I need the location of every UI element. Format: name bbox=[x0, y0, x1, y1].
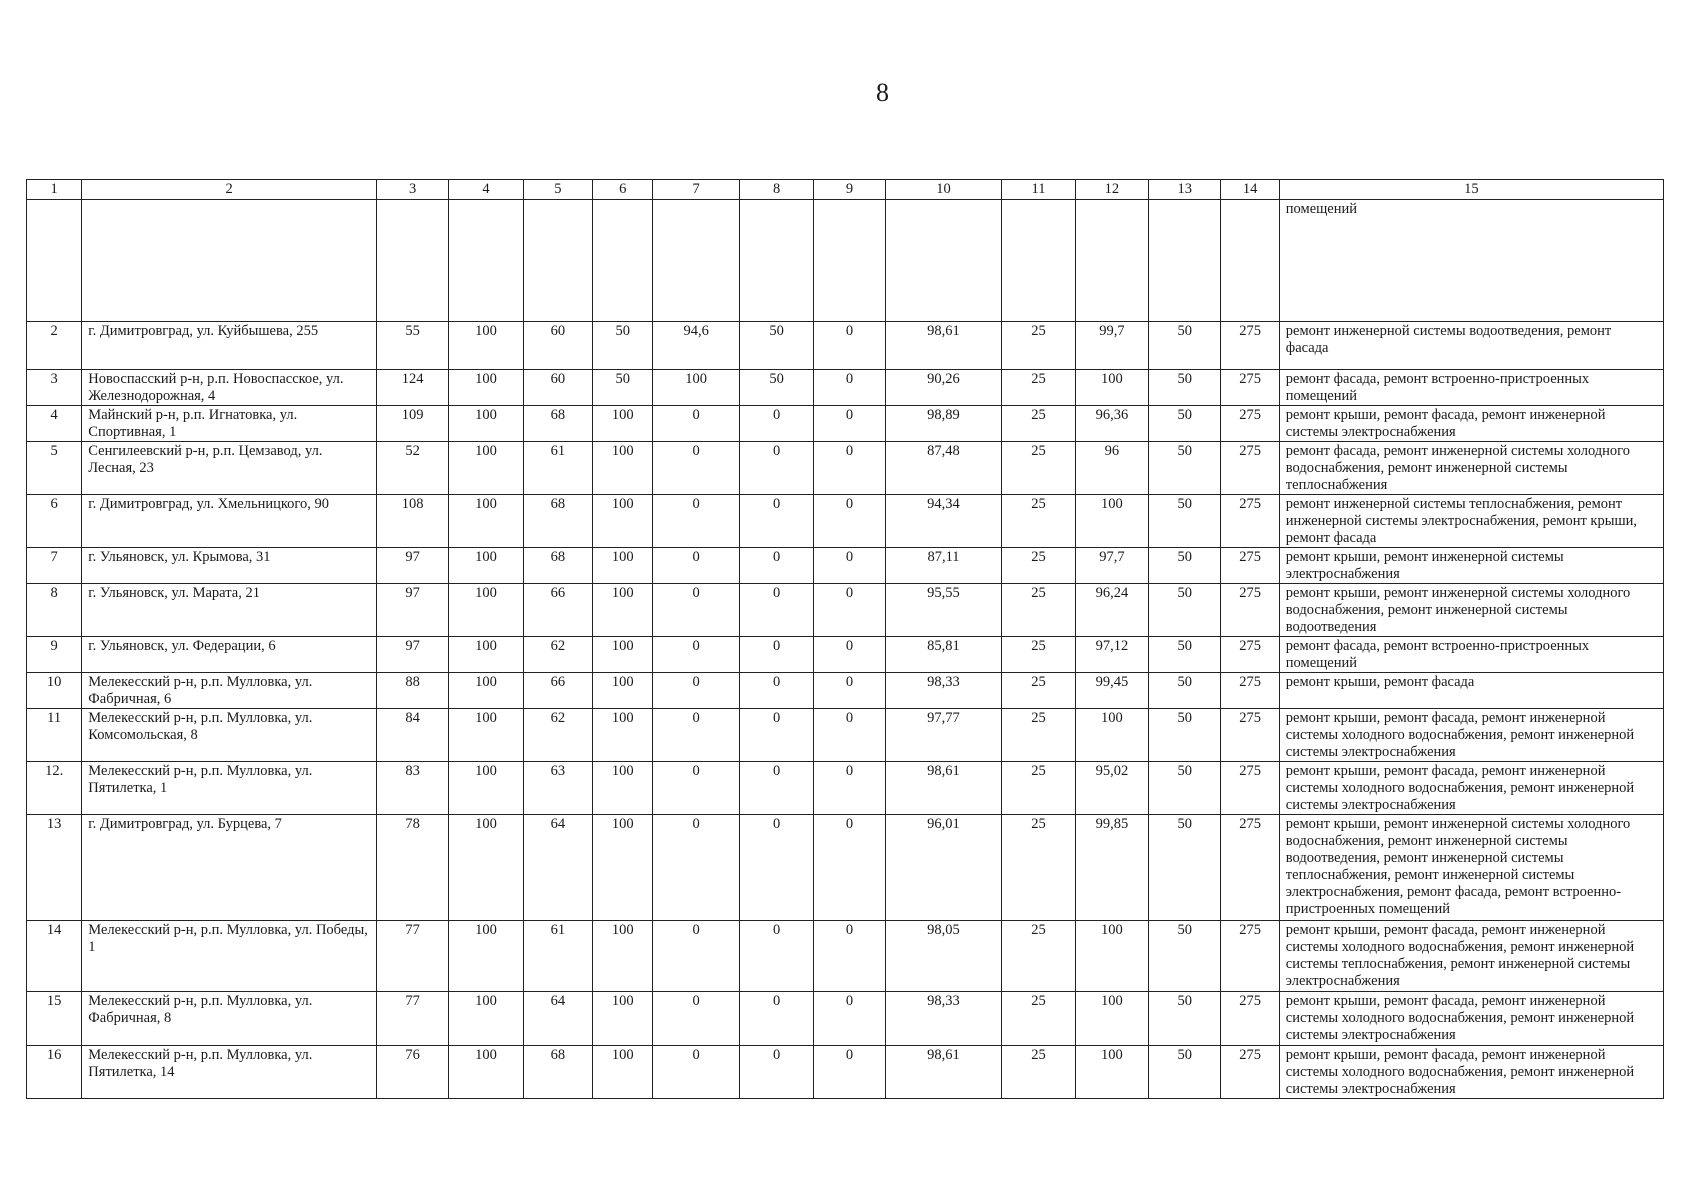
value-cell: 61 bbox=[523, 921, 592, 992]
header-cell: 1 bbox=[27, 180, 82, 200]
value-cell: 68 bbox=[523, 548, 592, 584]
value-cell: 100 bbox=[1075, 495, 1148, 548]
table-row bbox=[27, 673, 1664, 709]
value-cell: 0 bbox=[653, 584, 739, 637]
value-cell: 0 bbox=[814, 709, 885, 762]
value-cell: 100 bbox=[1075, 1046, 1148, 1099]
value-cell: 100 bbox=[593, 992, 653, 1046]
value-cell: 0 bbox=[653, 637, 739, 673]
value-cell: 275 bbox=[1221, 1046, 1279, 1099]
value-cell: 100 bbox=[449, 406, 523, 442]
value-cell: 50 bbox=[1149, 673, 1221, 709]
table-cell bbox=[376, 200, 448, 322]
works-cell: ремонт крыши, ремонт инженерной системы электроснабжения bbox=[1279, 548, 1663, 584]
table-cell bbox=[1075, 200, 1148, 322]
address-cell: Мелекесский р-н, р.п. Мулловка, ул. Пятилетка, 14 bbox=[82, 1046, 377, 1099]
value-cell: 100 bbox=[593, 709, 653, 762]
value-cell: 0 bbox=[814, 495, 885, 548]
value-cell: 100 bbox=[449, 762, 523, 815]
value-cell: 50 bbox=[1149, 548, 1221, 584]
header-cell: 14 bbox=[1221, 180, 1279, 200]
data-table bbox=[26, 179, 1664, 1099]
value-cell: 0 bbox=[814, 762, 885, 815]
value-cell: 0 bbox=[739, 673, 813, 709]
table-cell bbox=[1221, 200, 1279, 322]
value-cell: 90,26 bbox=[885, 370, 1002, 406]
value-cell: 100 bbox=[449, 322, 523, 370]
value-cell: 87,11 bbox=[885, 548, 1002, 584]
value-cell: 96,01 bbox=[885, 815, 1002, 921]
value-cell: 100 bbox=[449, 709, 523, 762]
value-cell: 94,34 bbox=[885, 495, 1002, 548]
value-cell: 99,7 bbox=[1075, 322, 1148, 370]
value-cell: 124 bbox=[376, 370, 448, 406]
value-cell: 0 bbox=[814, 584, 885, 637]
address-cell: Новоспасский р-н, р.п. Новоспасское, ул. Железнодорожная, 4 bbox=[82, 370, 377, 406]
value-cell: 99,85 bbox=[1075, 815, 1148, 921]
value-cell: 50 bbox=[1149, 406, 1221, 442]
value-cell: 76 bbox=[376, 1046, 448, 1099]
address-cell: г. Димитровград, ул. Хмельницкого, 90 bbox=[82, 495, 377, 548]
value-cell: 275 bbox=[1221, 495, 1279, 548]
header-cell: 4 bbox=[449, 180, 523, 200]
value-cell: 50 bbox=[1149, 584, 1221, 637]
value-cell: 0 bbox=[814, 637, 885, 673]
value-cell: 100 bbox=[653, 370, 739, 406]
value-cell: 50 bbox=[1149, 992, 1221, 1046]
value-cell: 66 bbox=[523, 584, 592, 637]
value-cell: 100 bbox=[449, 673, 523, 709]
value-cell: 0 bbox=[814, 1046, 885, 1099]
value-cell: 95,02 bbox=[1075, 762, 1148, 815]
value-cell: 84 bbox=[376, 709, 448, 762]
value-cell: 0 bbox=[653, 548, 739, 584]
value-cell: 275 bbox=[1221, 673, 1279, 709]
value-cell: 275 bbox=[1221, 548, 1279, 584]
value-cell: 50 bbox=[739, 370, 813, 406]
value-cell: 0 bbox=[653, 673, 739, 709]
value-cell: 25 bbox=[1002, 762, 1075, 815]
value-cell: 50 bbox=[1149, 762, 1221, 815]
works-cell: ремонт инженерной системы теплоснабжения, ремонт инженерной системы электроснабжения, ремонт крыши, ремонт фасада bbox=[1279, 495, 1663, 548]
header-cell: 6 bbox=[593, 180, 653, 200]
value-cell: 25 bbox=[1002, 495, 1075, 548]
header-cell: 5 bbox=[523, 180, 592, 200]
value-cell: 0 bbox=[814, 815, 885, 921]
value-cell: 100 bbox=[449, 548, 523, 584]
value-cell: 100 bbox=[593, 673, 653, 709]
value-cell: 100 bbox=[1075, 992, 1148, 1046]
value-cell: 60 bbox=[523, 370, 592, 406]
value-cell: 55 bbox=[376, 322, 448, 370]
page-number: 8 bbox=[876, 78, 889, 107]
table-row bbox=[27, 442, 1664, 495]
value-cell: 0 bbox=[814, 673, 885, 709]
value-cell: 77 bbox=[376, 992, 448, 1046]
value-cell: 68 bbox=[523, 495, 592, 548]
header-cell: 9 bbox=[814, 180, 885, 200]
value-cell: 85,81 bbox=[885, 637, 1002, 673]
address-cell: Мелекесский р-н, р.п. Мулловка, ул. Пятилетка, 1 bbox=[82, 762, 377, 815]
value-cell: 99,45 bbox=[1075, 673, 1148, 709]
value-cell: 98,33 bbox=[885, 992, 1002, 1046]
value-cell: 96,36 bbox=[1075, 406, 1148, 442]
works-cell: ремонт крыши, ремонт фасада, ремонт инженерной системы холодного водоснабжения, ремонт инженерной системы теплоснабжения, ремонт инженерной системы электроснабжения bbox=[1279, 921, 1663, 992]
value-cell: 50 bbox=[593, 322, 653, 370]
value-cell: 100 bbox=[449, 370, 523, 406]
value-cell: 100 bbox=[449, 584, 523, 637]
address-cell: г. Ульяновск, ул. Марата, 21 bbox=[82, 584, 377, 637]
table-row bbox=[27, 709, 1664, 762]
table-cell bbox=[1002, 200, 1075, 322]
address-cell: г. Димитровград, ул. Бурцева, 7 bbox=[82, 815, 377, 921]
value-cell: 100 bbox=[1075, 370, 1148, 406]
value-cell: 100 bbox=[593, 442, 653, 495]
table-body bbox=[27, 180, 1664, 1099]
value-cell: 109 bbox=[376, 406, 448, 442]
value-cell: 100 bbox=[449, 815, 523, 921]
value-cell: 97,7 bbox=[1075, 548, 1148, 584]
value-cell: 275 bbox=[1221, 992, 1279, 1046]
value-cell: 50 bbox=[1149, 322, 1221, 370]
header-cell: 8 bbox=[739, 180, 813, 200]
value-cell: 64 bbox=[523, 815, 592, 921]
value-cell: 50 bbox=[1149, 370, 1221, 406]
value-cell: 0 bbox=[653, 495, 739, 548]
value-cell: 275 bbox=[1221, 709, 1279, 762]
value-cell: 0 bbox=[653, 815, 739, 921]
value-cell: 50 bbox=[1149, 815, 1221, 921]
table-row bbox=[27, 992, 1664, 1046]
row-number-cell: 7 bbox=[27, 548, 82, 584]
header-cell: 2 bbox=[82, 180, 377, 200]
address-cell: Мелекесский р-н, р.п. Мулловка, ул. Комсомольская, 8 bbox=[82, 709, 377, 762]
header-cell: 3 bbox=[376, 180, 448, 200]
table-cell bbox=[449, 200, 523, 322]
address-cell: г. Ульяновск, ул. Федерации, 6 bbox=[82, 637, 377, 673]
works-cell: ремонт крыши, ремонт фасада, ремонт инженерной системы холодного водоснабжения, ремонт инженерной системы электроснабжения bbox=[1279, 709, 1663, 762]
value-cell: 98,61 bbox=[885, 1046, 1002, 1099]
table-row bbox=[27, 584, 1664, 637]
value-cell: 63 bbox=[523, 762, 592, 815]
works-cell: ремонт крыши, ремонт инженерной системы холодного водоснабжения, ремонт инженерной системы водоотведения bbox=[1279, 584, 1663, 637]
value-cell: 100 bbox=[593, 584, 653, 637]
works-cell: ремонт крыши, ремонт фасада bbox=[1279, 673, 1663, 709]
value-cell: 0 bbox=[739, 406, 813, 442]
value-cell: 100 bbox=[449, 921, 523, 992]
value-cell: 0 bbox=[814, 921, 885, 992]
value-cell: 100 bbox=[449, 1046, 523, 1099]
value-cell: 100 bbox=[593, 1046, 653, 1099]
row-number-cell: 2 bbox=[27, 322, 82, 370]
value-cell: 25 bbox=[1002, 637, 1075, 673]
header-cell: 10 bbox=[885, 180, 1002, 200]
header-cell: 13 bbox=[1149, 180, 1221, 200]
row-number-cell: 5 bbox=[27, 442, 82, 495]
value-cell: 88 bbox=[376, 673, 448, 709]
works-cell: ремонт фасада, ремонт инженерной системы холодного водоснабжения, ремонт инженерной системы теплоснабжения bbox=[1279, 442, 1663, 495]
value-cell: 66 bbox=[523, 673, 592, 709]
address-cell: Мелекесский р-н, р.п. Мулловка, ул. Фабричная, 8 bbox=[82, 992, 377, 1046]
value-cell: 68 bbox=[523, 1046, 592, 1099]
table-cell bbox=[523, 200, 592, 322]
value-cell: 25 bbox=[1002, 442, 1075, 495]
value-cell: 50 bbox=[1149, 709, 1221, 762]
value-cell: 87,48 bbox=[885, 442, 1002, 495]
value-cell: 25 bbox=[1002, 921, 1075, 992]
value-cell: 0 bbox=[814, 442, 885, 495]
row-number-cell: 6 bbox=[27, 495, 82, 548]
value-cell: 62 bbox=[523, 637, 592, 673]
value-cell: 0 bbox=[739, 548, 813, 584]
address-cell: г. Димитровград, ул. Куйбышева, 255 bbox=[82, 322, 377, 370]
value-cell: 0 bbox=[739, 992, 813, 1046]
value-cell: 25 bbox=[1002, 584, 1075, 637]
table-cell bbox=[82, 200, 377, 322]
value-cell: 100 bbox=[449, 442, 523, 495]
table-cell bbox=[814, 200, 885, 322]
value-cell: 60 bbox=[523, 322, 592, 370]
works-cell: помещений bbox=[1279, 200, 1663, 322]
value-cell: 275 bbox=[1221, 815, 1279, 921]
value-cell: 97,12 bbox=[1075, 637, 1148, 673]
value-cell: 83 bbox=[376, 762, 448, 815]
value-cell: 98,05 bbox=[885, 921, 1002, 992]
value-cell: 0 bbox=[739, 921, 813, 992]
value-cell: 275 bbox=[1221, 322, 1279, 370]
table-row bbox=[27, 322, 1664, 370]
value-cell: 0 bbox=[814, 406, 885, 442]
row-number-cell: 12. bbox=[27, 762, 82, 815]
address-cell: Мелекесский р-н, р.п. Мулловка, ул. Фабричная, 6 bbox=[82, 673, 377, 709]
value-cell: 98,61 bbox=[885, 322, 1002, 370]
value-cell: 0 bbox=[653, 1046, 739, 1099]
value-cell: 0 bbox=[653, 442, 739, 495]
header-cell: 12 bbox=[1075, 180, 1148, 200]
table-row bbox=[27, 406, 1664, 442]
address-cell: Мелекесский р-н, р.п. Мулловка, ул. Победы, 1 bbox=[82, 921, 377, 992]
value-cell: 100 bbox=[593, 548, 653, 584]
value-cell: 0 bbox=[653, 992, 739, 1046]
value-cell: 100 bbox=[593, 637, 653, 673]
value-cell: 97 bbox=[376, 584, 448, 637]
table-row bbox=[27, 370, 1664, 406]
value-cell: 25 bbox=[1002, 406, 1075, 442]
value-cell: 0 bbox=[739, 815, 813, 921]
value-cell: 100 bbox=[593, 762, 653, 815]
value-cell: 50 bbox=[1149, 921, 1221, 992]
row-number-cell: 11 bbox=[27, 709, 82, 762]
header-cell: 11 bbox=[1002, 180, 1075, 200]
value-cell: 275 bbox=[1221, 406, 1279, 442]
value-cell: 50 bbox=[1149, 442, 1221, 495]
row-number-cell: 13 bbox=[27, 815, 82, 921]
table-row bbox=[27, 637, 1664, 673]
table-row bbox=[27, 1046, 1664, 1099]
row-number-cell: 10 bbox=[27, 673, 82, 709]
row-number-cell: 4 bbox=[27, 406, 82, 442]
value-cell: 50 bbox=[739, 322, 813, 370]
value-cell: 0 bbox=[739, 495, 813, 548]
value-cell: 100 bbox=[593, 815, 653, 921]
value-cell: 77 bbox=[376, 921, 448, 992]
value-cell: 0 bbox=[739, 1046, 813, 1099]
header-cell: 7 bbox=[653, 180, 739, 200]
value-cell: 78 bbox=[376, 815, 448, 921]
value-cell: 96,24 bbox=[1075, 584, 1148, 637]
row-number-cell: 15 bbox=[27, 992, 82, 1046]
works-cell: ремонт крыши, ремонт фасада, ремонт инженерной системы холодного водоснабжения, ремонт инженерной системы электроснабжения bbox=[1279, 992, 1663, 1046]
value-cell: 0 bbox=[739, 637, 813, 673]
value-cell: 98,61 bbox=[885, 762, 1002, 815]
value-cell: 25 bbox=[1002, 673, 1075, 709]
works-cell: ремонт крыши, ремонт инженерной системы холодного водоснабжения, ремонт инженерной системы водоотведения, ремонт инженерной системы теплоснабжения, ремонт инженерной системы электроснабжения, ремонт фасада, ремонт встроенно-пристроенных помещений bbox=[1279, 815, 1663, 921]
value-cell: 96 bbox=[1075, 442, 1148, 495]
table-row bbox=[27, 548, 1664, 584]
value-cell: 0 bbox=[739, 442, 813, 495]
value-cell: 64 bbox=[523, 992, 592, 1046]
header-row bbox=[27, 180, 1664, 200]
value-cell: 25 bbox=[1002, 548, 1075, 584]
value-cell: 25 bbox=[1002, 709, 1075, 762]
value-cell: 97 bbox=[376, 548, 448, 584]
table-cell bbox=[653, 200, 739, 322]
value-cell: 68 bbox=[523, 406, 592, 442]
value-cell: 0 bbox=[814, 548, 885, 584]
value-cell: 0 bbox=[739, 584, 813, 637]
table-row bbox=[27, 815, 1664, 921]
works-cell: ремонт крыши, ремонт фасада, ремонт инженерной системы холодного водоснабжения, ремонт инженерной системы электроснабжения bbox=[1279, 762, 1663, 815]
value-cell: 25 bbox=[1002, 322, 1075, 370]
value-cell: 275 bbox=[1221, 370, 1279, 406]
value-cell: 100 bbox=[593, 406, 653, 442]
value-cell: 25 bbox=[1002, 992, 1075, 1046]
value-cell: 0 bbox=[814, 992, 885, 1046]
table-row bbox=[27, 762, 1664, 815]
value-cell: 0 bbox=[814, 322, 885, 370]
value-cell: 50 bbox=[1149, 1046, 1221, 1099]
value-cell: 0 bbox=[653, 709, 739, 762]
value-cell: 100 bbox=[449, 637, 523, 673]
value-cell: 0 bbox=[653, 406, 739, 442]
value-cell: 94,6 bbox=[653, 322, 739, 370]
table-cell bbox=[1149, 200, 1221, 322]
value-cell: 108 bbox=[376, 495, 448, 548]
value-cell: 25 bbox=[1002, 1046, 1075, 1099]
value-cell: 100 bbox=[1075, 921, 1148, 992]
table-cell bbox=[739, 200, 813, 322]
value-cell: 25 bbox=[1002, 370, 1075, 406]
value-cell: 97,77 bbox=[885, 709, 1002, 762]
table-cell bbox=[593, 200, 653, 322]
row-number-cell: 8 bbox=[27, 584, 82, 637]
table-cell bbox=[885, 200, 1002, 322]
works-cell: ремонт фасада, ремонт встроенно-пристроенных помещений bbox=[1279, 370, 1663, 406]
value-cell: 100 bbox=[1075, 709, 1148, 762]
address-cell: Сенгилеевский р-н, р.п. Цемзавод, ул. Лесная, 23 bbox=[82, 442, 377, 495]
row-number-cell: 3 bbox=[27, 370, 82, 406]
row-number-cell: 16 bbox=[27, 1046, 82, 1099]
value-cell: 98,89 bbox=[885, 406, 1002, 442]
table-cell bbox=[27, 200, 82, 322]
row-number-cell: 14 bbox=[27, 921, 82, 992]
value-cell: 0 bbox=[814, 370, 885, 406]
value-cell: 95,55 bbox=[885, 584, 1002, 637]
value-cell: 275 bbox=[1221, 442, 1279, 495]
value-cell: 0 bbox=[653, 762, 739, 815]
table-row bbox=[27, 921, 1664, 992]
works-cell: ремонт инженерной системы водоотведения, ремонт фасада bbox=[1279, 322, 1663, 370]
value-cell: 50 bbox=[1149, 495, 1221, 548]
works-cell: ремонт крыши, ремонт фасада, ремонт инженерной системы электроснабжения bbox=[1279, 406, 1663, 442]
works-cell: ремонт крыши, ремонт фасада, ремонт инженерной системы холодного водоснабжения, ремонт инженерной системы электроснабжения bbox=[1279, 1046, 1663, 1099]
value-cell: 275 bbox=[1221, 584, 1279, 637]
value-cell: 50 bbox=[593, 370, 653, 406]
value-cell: 0 bbox=[739, 762, 813, 815]
value-cell: 50 bbox=[1149, 637, 1221, 673]
works-cell: ремонт фасада, ремонт встроенно-пристроенных помещений bbox=[1279, 637, 1663, 673]
value-cell: 0 bbox=[653, 921, 739, 992]
value-cell: 0 bbox=[739, 709, 813, 762]
value-cell: 97 bbox=[376, 637, 448, 673]
address-cell: г. Ульяновск, ул. Крымова, 31 bbox=[82, 548, 377, 584]
value-cell: 100 bbox=[449, 495, 523, 548]
value-cell: 62 bbox=[523, 709, 592, 762]
value-cell: 275 bbox=[1221, 637, 1279, 673]
value-cell: 61 bbox=[523, 442, 592, 495]
table-row bbox=[27, 495, 1664, 548]
header-cell: 15 bbox=[1279, 180, 1663, 200]
value-cell: 100 bbox=[593, 921, 653, 992]
value-cell: 275 bbox=[1221, 762, 1279, 815]
value-cell: 25 bbox=[1002, 815, 1075, 921]
continuation-row bbox=[27, 200, 1664, 322]
value-cell: 98,33 bbox=[885, 673, 1002, 709]
row-number-cell: 9 bbox=[27, 637, 82, 673]
value-cell: 275 bbox=[1221, 921, 1279, 992]
value-cell: 100 bbox=[593, 495, 653, 548]
value-cell: 52 bbox=[376, 442, 448, 495]
value-cell: 100 bbox=[449, 992, 523, 1046]
address-cell: Майнский р-н, р.п. Игнатовка, ул. Спортивная, 1 bbox=[82, 406, 377, 442]
